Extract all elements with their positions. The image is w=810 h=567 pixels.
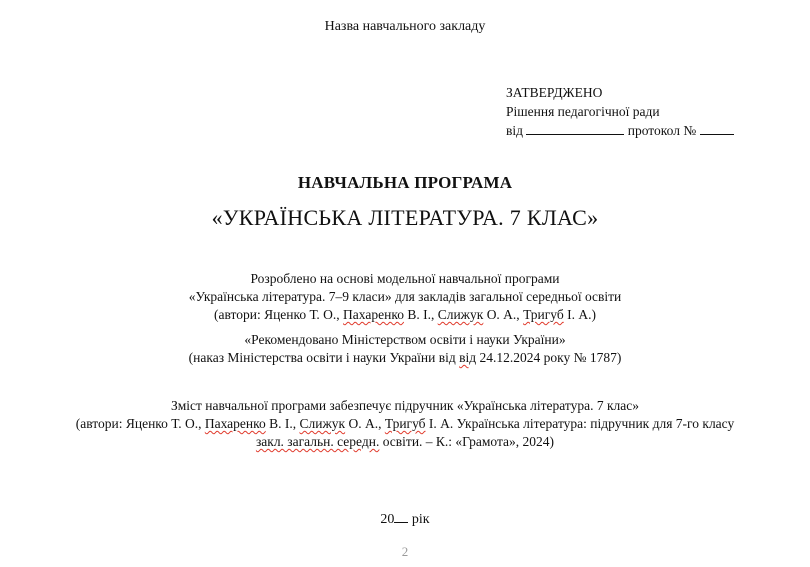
text-fragment: (автори: Яценко Т. О., [75, 416, 205, 431]
spellcheck-word: закл. загальн. середн. [255, 434, 380, 449]
text-fragment: І. А. Українська література: підручник для 7-го класу [425, 416, 735, 431]
text-fragment: В. І., [265, 416, 300, 431]
basis-line-1: Розроблено на основі модельної навчальної програми [250, 271, 560, 286]
page-number: 2 [401, 544, 409, 559]
spellcheck-word: Пахаренко [343, 307, 404, 322]
date-label: від [506, 123, 523, 138]
text-fragment: О. А., [345, 416, 385, 431]
text-fragment: О. А., [483, 307, 524, 322]
date-blank [526, 123, 624, 135]
text-fragment: (наказ Міністерства освіти і науки України від [188, 350, 460, 365]
institution-name: Назва навчального закладу [324, 19, 486, 34]
text-fragment: В. І., [403, 307, 438, 322]
text-fragment: І. А.) [563, 307, 596, 322]
recommendation-line-2 [0, 349, 810, 367]
protocol-blank [700, 123, 734, 135]
spellcheck-word: Пахаренко [204, 416, 266, 431]
spellcheck-word: Тригуб [523, 307, 564, 322]
spellcheck-word: від [459, 350, 477, 365]
approval-decision: Рішення педагогічної ради [506, 104, 660, 119]
spellcheck-word: Слижук [299, 416, 346, 431]
textbook-line-1: Зміст навчальної програми забезпечує підручник «Українська література. 7 клас» [170, 398, 640, 413]
textbook-paragraph [0, 397, 810, 451]
approval-block [506, 83, 734, 140]
spellcheck-word: Слижук [437, 307, 484, 322]
protocol-label: протокол № [627, 123, 697, 138]
approval-date-line [506, 121, 734, 140]
recommendation-paragraph [0, 331, 810, 367]
spellcheck-word: Тригуб [384, 416, 426, 431]
text-fragment: (автори: Яценко Т. О., [213, 307, 344, 322]
approval-heading: ЗАТВЕРДЖЕНО [506, 85, 603, 100]
year-line [0, 511, 810, 528]
basis-line-3 [0, 306, 810, 324]
year-suffix: рік [408, 512, 430, 527]
text-fragment: 24.12.2024 року № 1787) [476, 350, 622, 365]
program-title: «УКРАЇНСЬКА ЛІТЕРАТУРА. 7 КЛАС» [211, 205, 599, 230]
basis-line-2: «Українська література. 7–9 класи» для закладів загальної середньої освіти [188, 289, 622, 304]
year-blank [394, 511, 408, 523]
basis-paragraph [0, 270, 810, 324]
document-title: НАВЧАЛЬНА ПРОГРАМА [297, 173, 513, 192]
text-fragment: освіти. – К.: «Грамота», 2024) [379, 434, 555, 449]
textbook-line-3 [0, 433, 810, 451]
textbook-line-2 [0, 415, 810, 433]
year-prefix: 20 [380, 512, 395, 527]
recommendation-line-1: «Рекомендовано Міністерством освіти і науки України» [244, 332, 566, 347]
